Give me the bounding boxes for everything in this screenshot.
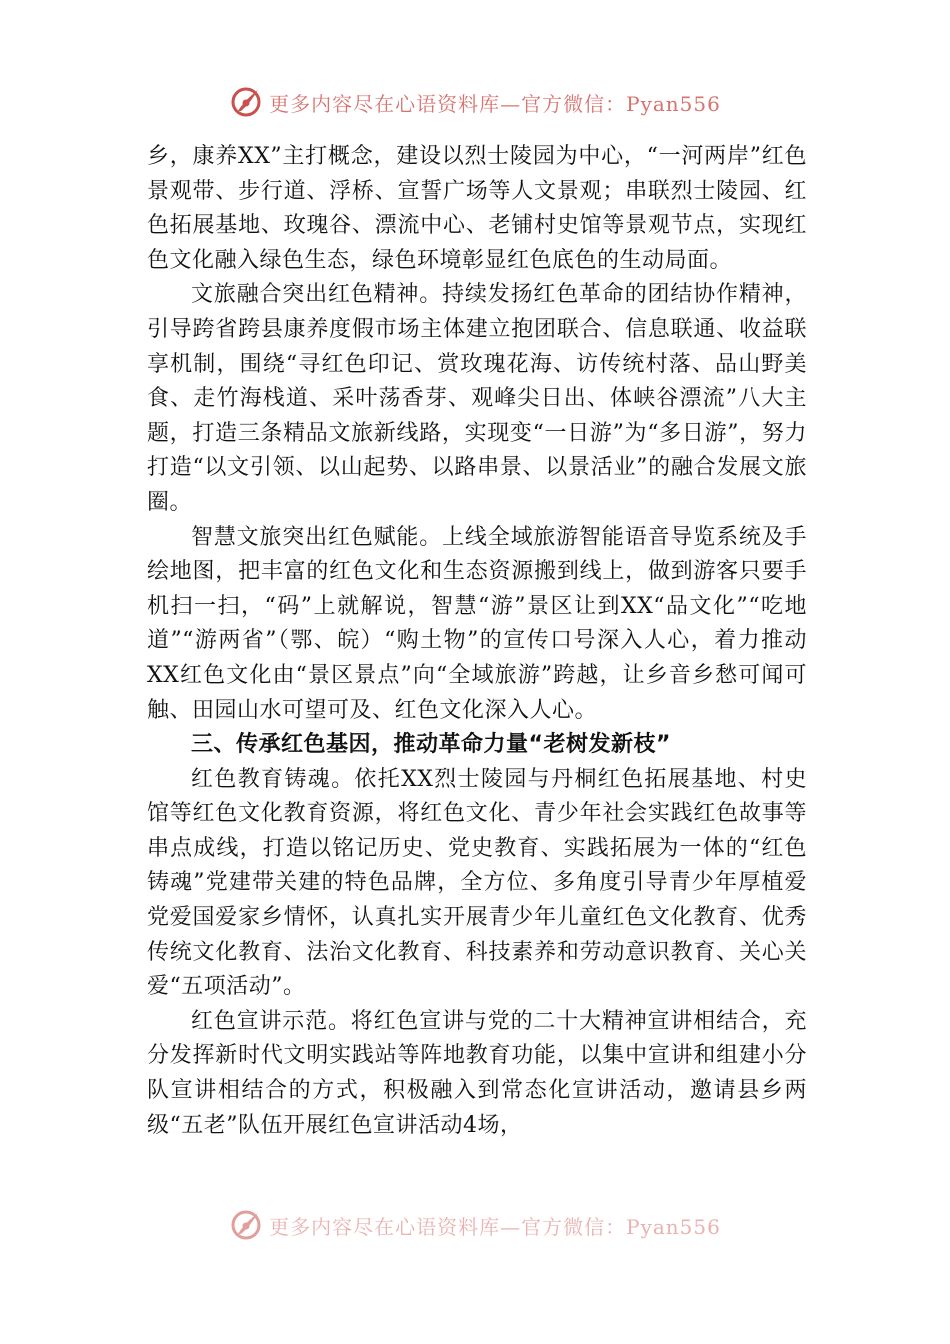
paragraph-continued: 乡，康养XX”主打概念，建设以烈士陵园为中心，“一河两岸”红色景观带、步行道、浮桥、宣誓广场等人文景观；串联烈士陵园、红色拓展基地、玫瑰谷、漂流中心、老铺村史馆等景观节点，实现红色文化融入绿色生态，绿色环境彰显红色底色的生动局面。	[147, 144, 807, 273]
watermark-text: 更多内容尽在心语资料库—官方微信：Pyan556	[269, 91, 721, 116]
watermark-banner-top	[0, 82, 950, 122]
section-heading: 三、传承红色基因，推动革命力量“老树发新枝”	[191, 732, 671, 758]
paragraph-red-education: 红色教育铸魂。依托XX烈士陵园与丹桐红色拓展基地、村史馆等红色文化教育资源，将红色文化、青少年社会实践红色故事等串点成线，打造以铭记历史、党史教育、实践拓展为一体的“红色铸魂”党建带关建的特色品牌，全方位、多角度引导青少年厚植爱党爱国爱家乡情怀，认真扎实开展青少年儿童红色文化教育、优秀传统文化教育、法治文化教育、科技素养和劳动意识教育、关心关爱“五项活动”。	[147, 766, 807, 1000]
quill-logo-icon	[229, 85, 263, 119]
quill-logo-icon	[229, 1208, 263, 1242]
document-body	[147, 140, 807, 1143]
paragraph-smart-tourism: 智慧文旅突出红色赋能。上线全域旅游智能语音导览系统及手绘地图，把丰富的红色文化和生态资源搬到线上，做到游客只要手机扫一扫，“码”上就解说，智慧“游”景区让到XX“品文化”“吃地道”“游两省”（鄂、皖）“购土物”的宣传口号深入人心，着力推动XX红色文化由“景区景点”向“全域旅游”跨越，让乡音乡愁可闻可触、田园山水可望可及、红色文化深入人心。	[147, 524, 807, 723]
paragraph-culture-tourism: 文旅融合突出红色精神。持续发扬红色革命的团结协作精神，引导跨省跨县康养度假市场主体建立抱团联合、信息联通、收益联享机制，围绕“寻红色印记、赏玫瑰花海、访传统村落、品山野美食、走竹海栈道、采叶荡香芽、观峰尖日出、体峡谷漂流”八大主题，打造三条精品文旅新线路，实现变“一日游”为“多日游”，努力打造“以文引领、以山起势、以路串景、以景活业”的融合发展文旅圈。	[147, 282, 807, 515]
watermark-text: 更多内容尽在心语资料库—官方微信：Pyan556	[269, 1214, 721, 1239]
paragraph-red-lecture: 红色宣讲示范。将红色宣讲与党的二十大精神宣讲相结合，充分发挥新时代文明实践站等阵地教育功能，以集中宣讲和组建小分队宣讲相结合的方式，积极融入到常态化宣讲活动，邀请县乡两级“五老”队伍开展红色宣讲活动4场，	[147, 1008, 807, 1138]
watermark-banner-bottom	[0, 1205, 950, 1245]
